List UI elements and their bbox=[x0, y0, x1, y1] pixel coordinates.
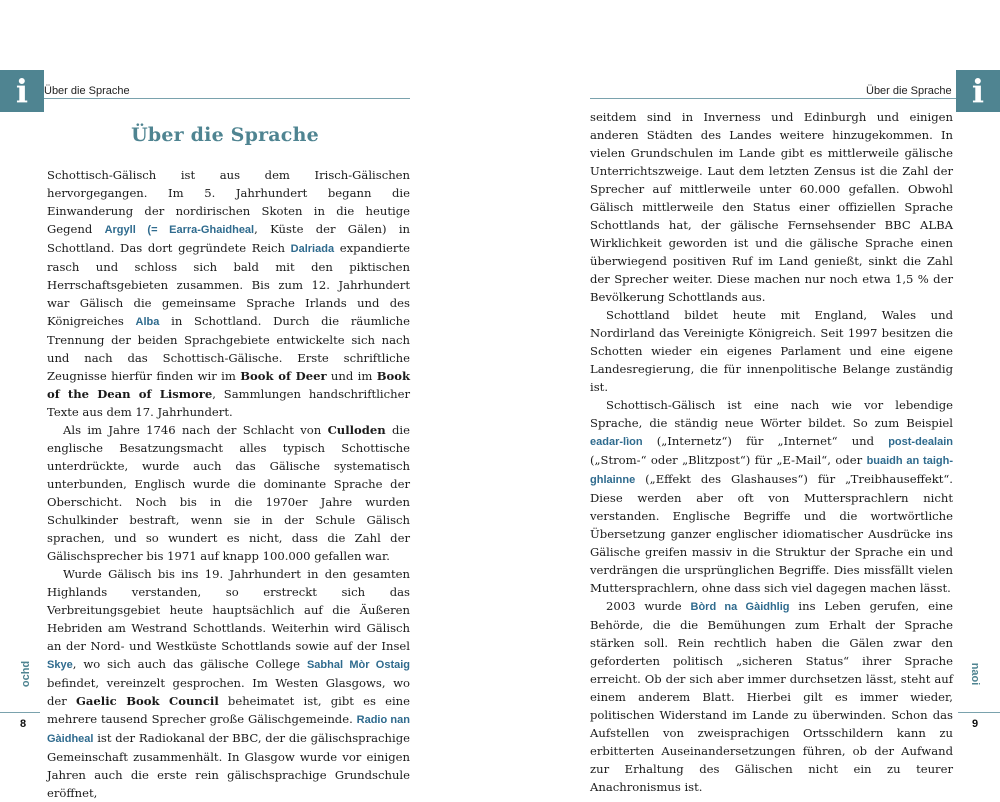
page-number-left: 8 bbox=[20, 718, 27, 730]
bold-term: Culloden bbox=[327, 423, 386, 437]
footer-rule-right bbox=[958, 712, 1000, 713]
gaelic-term: Bòrd na Gàidhlig bbox=[690, 601, 790, 613]
header-rule-left bbox=[44, 98, 410, 99]
footer-rule-left bbox=[0, 712, 40, 713]
bold-term: Book of Deer bbox=[240, 369, 327, 383]
paragraph: Als im Jahre 1746 nach der Schlacht von Culloden die englische Besatzungsmacht alles typisch Schottische unterdrückte, wurde auch das Gälische systematisch unterbunden, Englisch wurde die dominante Sprache der Oberschicht. Noch bis in die 1970er Jahre wurden Schulkinder bestraft, wenn sie in der Schule Gälisch sprachen, und so wundert es nicht, dass die Zahl der Gälischsprecher bis 1971 auf knapp 100.000 gefallen war. bbox=[47, 423, 411, 563]
paragraph: Schottisch-Gälisch ist eine nach wie vor lebendige Sprache, die ständig neue Wörter bildet. So zum Beispiel eadar-lìon („Internetz“) für „Internet“ und post-dealain („Strom-“ oder „Blitzpost“) für „E-Mail“, oder buaidh an taigh-ghlainne („Effekt des Glashauses“) für „Treibhauseffekt“. Diese werden aber oft von Muttersprachlern nicht verstanden. Englische Begriffe und die wortwörtliche Übersetzung ganzer englischer idiomatischer Ausdrücke ins Gälische greifen massiv in die Struktur der Sprache ein und verdrängen die ursprünglichen Begriffe. Dies missfällt vielen Muttersprachlern, ohne dass sich viel dagegen machen lässt. bbox=[590, 398, 953, 595]
paragraph: Wurde Gälisch bis ins 19. Jahrhundert in den gesamten Highlands verstanden, so erstreckt sich das Verbreitungsgebiet heute hauptsächlich auf die Äußeren Hebriden am Westrand Schottlands. Weiterhin wird Gälisch an der Nord- und Westküste Schottlands sowie auf der Insel Skye, wo sich auch das gälische College Sabhal Mòr Ostaig befindet, vereinzelt gesprochen. Im Westen Glasgows, wo der Gaelic Book Council beheimatet ist, gibt es eine mehrere tausend Sprecher große Gälischgemeinde. Radio nan Gàidheal ist der Radiokanal der BBC, der die gälischsprachige Gemeinschaft zusammenhält. In Glasgow wurde vor einigen Jahren auch die erste rein gälischsprachige Grundschule eröffnet, bbox=[47, 567, 411, 800]
paragraph: 2003 wurde Bòrd na Gàidhlig ins Leben gerufen, eine Behörde, die die Bemühungen zum Erhalt der Sprache stärken soll. Rein rechtlich haben die Gälen zwar den geforderten politisch „sicheren Status“ ihrer Sprache erreicht. Ob der sich aber immer durchsetzen lässt, steht auf einem anderem Blatt. Hierbei gilt es immer wieder, politischen Widerstand im Lande zu überwinden. Schon das Aufstellen von zweisprachigen Ortsschildern kann zu erbitterten Auseinandersetzungen führen, ob der Aufwand zur Erhaltung des Gälischen nicht ein zu teurer Anachronismus ist. bbox=[590, 599, 953, 794]
running-title-right: Über die Sprache bbox=[866, 85, 952, 97]
chapter-tab-right: i bbox=[956, 70, 1000, 112]
bold-term: Book of the Dean of Lismore bbox=[47, 369, 410, 401]
gaelic-term: Radio nan Gàidheal bbox=[47, 714, 410, 745]
gaelic-term: buaidh an taigh-ghlainne bbox=[590, 455, 953, 486]
gaelic-term: eadar-lìon bbox=[590, 436, 643, 448]
header-rule-right bbox=[590, 98, 956, 99]
bold-term: Gaelic Book Council bbox=[76, 694, 219, 708]
page-number-right: 9 bbox=[972, 718, 979, 730]
left-column bbox=[47, 166, 410, 802]
gaelic-term: Alba bbox=[135, 316, 160, 328]
chapter-tab-left: i bbox=[0, 70, 44, 112]
gaelic-term: Dalriada bbox=[290, 243, 335, 255]
page-title: Über die Sprache bbox=[131, 124, 319, 146]
thumb-index-left: ochd bbox=[20, 660, 32, 688]
thumb-index-right: naoi bbox=[969, 662, 981, 686]
gaelic-term: post-dealain bbox=[888, 436, 953, 448]
gaelic-term: Sabhal Mòr Ostaig bbox=[306, 659, 411, 671]
paragraph: seitdem sind in Inverness und Edinburgh und einigen anderen Städten des Landes weitere hinzugekommen. In vielen Grundschulen im Lande gibt es mittlerweile gälische Unterrichtszweige. Laut dem letzten Zensus ist die Zahl der Sprecher auf mittlerweile unter 60.000 gefallen. Obwohl Gälisch mittlerweile den Status einer offiziellen Sprache Schottlands hat, der gälische Fernsehsender BBC ALBA Wirklichkeit geworden ist und die gälische Sprache einen überwiegend positiven Ruf im Land genießt, sinkt die Zahl der Sprecher weiter. Diese machen nur noch etwa 1,5 % der Bevölkerung Schottlands aus. bbox=[590, 110, 953, 304]
paragraph: Schottisch-Gälisch ist aus dem Irisch-Gälischen hervorgegangen. Im 5. Jahrhundert begann die Einwanderung der nordirischen Skoten in die heutige Gegend Argyll (= Earra-Ghaidheal, Küste der Gälen) in Schottland. Das dort gegründete Reich Dalriada expandierte rasch und schloss sich bald mit den piktischen Herrschaftsgebieten zusammen. Bis zum 12. Jahrhundert war Gälisch die gemeinsame Sprache Irlands und des Königreiches Alba in Schottland. Durch die räumliche Trennung der beiden Sprachgebiete entwickelte sich nach und nach das Schottisch-Gälische. Erste schriftliche Zeugnisse hierfür finden wir im Book of Deer und im Book of the Dean of Lismore, Sammlungen handschriftlicher Texte aus dem 17. Jahrhundert. bbox=[47, 168, 411, 419]
gaelic-term: Skye bbox=[47, 659, 73, 671]
paragraph: Schottland bildet heute mit England, Wales und Nordirland das Vereinigte Königreich. Seit 1997 besitzen die Schotten wieder ein eigenes Parlament und eine eigene Landesregierung, die für innenpolitische Belange zuständig ist. bbox=[590, 308, 953, 394]
running-title-left: Über die Sprache bbox=[44, 85, 130, 97]
right-column bbox=[590, 108, 953, 796]
gaelic-term: Argyll (= Earra-Ghaidheal bbox=[104, 224, 255, 236]
